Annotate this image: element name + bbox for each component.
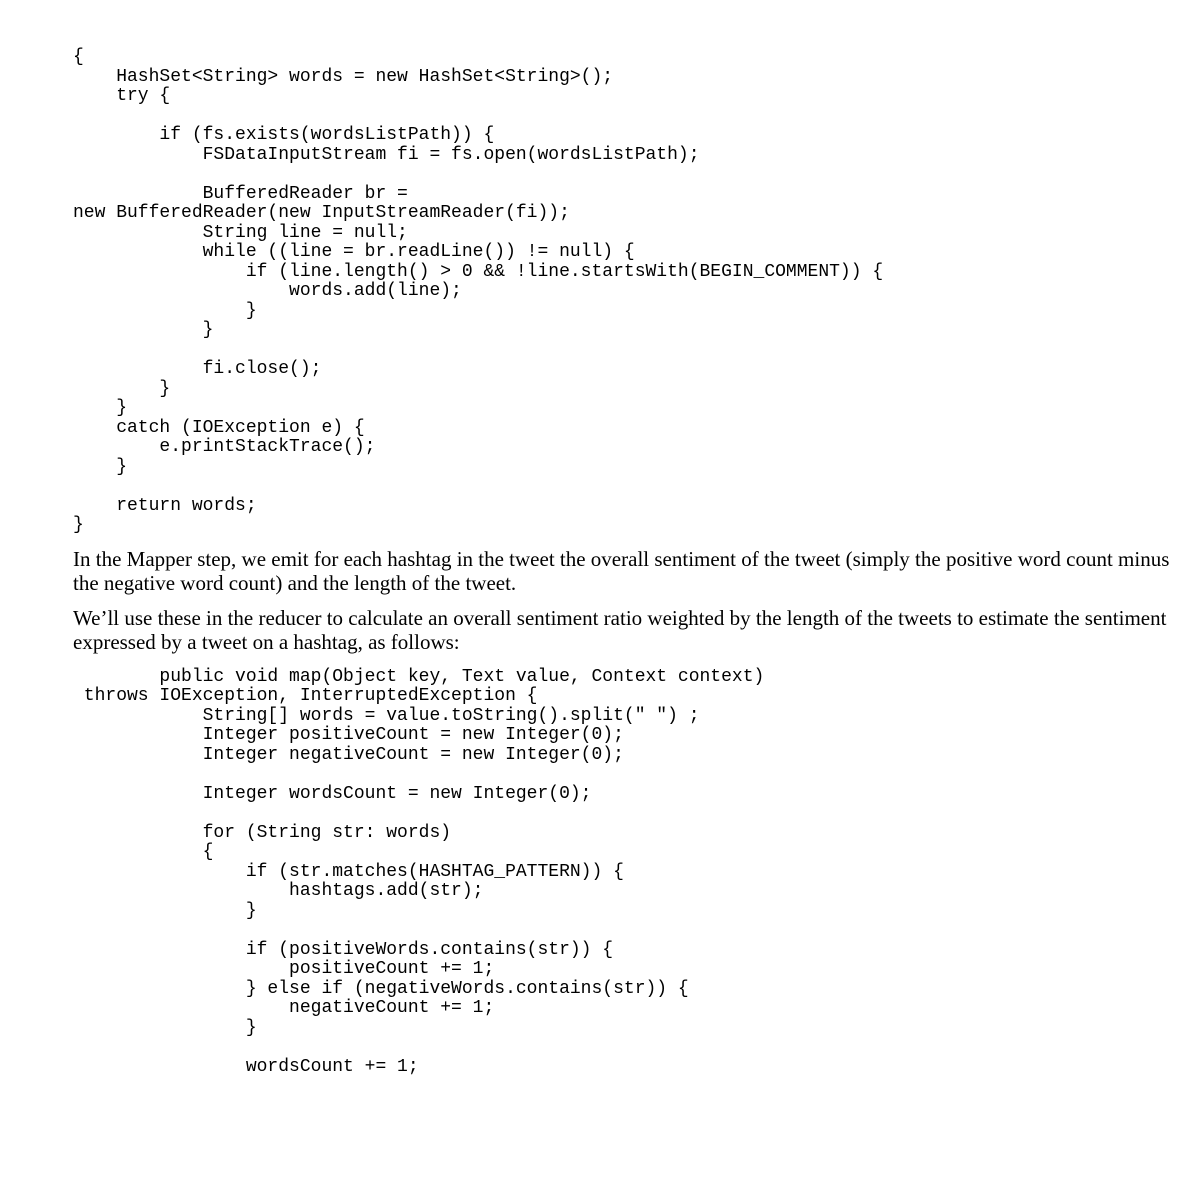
code-line (73, 477, 1183, 497)
code-line (73, 765, 1183, 785)
document-page (73, 48, 1183, 1077)
code-block-map-method (73, 668, 1183, 1078)
code-line (73, 1038, 1183, 1058)
code-line: FSDataInputStream fi = fs.open(wordsListPath); (73, 144, 700, 165)
code-line: hashtags.add(str); (73, 881, 484, 901)
code-line: catch (IOException e) { (73, 417, 365, 438)
code-line: HashSet<String> words = new HashSet<String>(); (73, 66, 614, 87)
code-line: Integer wordsCount = new Integer(0); (73, 783, 592, 804)
code-line: return words; (73, 495, 257, 516)
code-line: String[] words = value.toString().split(" ") ; (73, 705, 700, 726)
paragraph-reducer-note: We’ll use these in the reducer to calculate an overall sentiment ratio weighted by the length of the tweets to estimate the sentiment expressed by a tweet on a hashtag, as follows: (73, 605, 1167, 654)
code-line: try { (73, 86, 171, 106)
code-line: public void map(Object key, Text value, Context context) (73, 666, 765, 687)
code-line: if (str.matches(HASHTAG_PATTERN)) { (73, 861, 624, 882)
code-line: String line = null; (73, 222, 408, 243)
code-line: } (73, 456, 128, 477)
code-line: { (73, 842, 214, 862)
code-line: new BufferedReader(new InputStreamReader(fi)); (73, 203, 570, 223)
code-line: } (73, 300, 257, 321)
code-line: wordsCount += 1; (73, 1056, 419, 1077)
code-line: e.printStackTrace(); (73, 437, 376, 457)
code-line (73, 165, 1183, 185)
code-line (73, 341, 1183, 361)
code-line: { (73, 47, 84, 67)
code-line: throws IOException, InterruptedException { (73, 686, 538, 706)
code-line: } (73, 378, 171, 399)
code-line: Integer negativeCount = new Integer(0); (73, 744, 624, 765)
code-line: if (positiveWords.contains(str)) { (73, 939, 614, 960)
code-line: } (73, 1017, 257, 1038)
code-line (73, 804, 1183, 824)
code-line: positiveCount += 1; (73, 959, 495, 979)
code-line (73, 921, 1183, 941)
code-line (73, 107, 1183, 127)
code-line: } (73, 515, 84, 535)
code-line: while ((line = br.readLine()) != null) { (73, 242, 635, 262)
code-line: if (line.length() > 0 && !line.startsWith(BEGIN_COMMENT)) { (73, 261, 884, 282)
code-line: if (fs.exists(wordsListPath)) { (73, 125, 495, 145)
code-line: } (73, 900, 257, 921)
code-line: } (73, 320, 214, 340)
code-line: for (String str: words) (73, 822, 452, 843)
code-line: words.add(line); (73, 281, 462, 301)
code-line: Integer positiveCount = new Integer(0); (73, 725, 624, 745)
code-line: } (73, 398, 128, 418)
code-line: negativeCount += 1; (73, 998, 495, 1018)
code-line: BufferedReader br = (73, 183, 408, 204)
code-line: } else if (negativeWords.contains(str)) { (73, 978, 689, 999)
code-block-load-words (73, 48, 1183, 536)
paragraph-mapper-step: In the Mapper step, we emit for each hashtag in the tweet the overall sentiment of the tweet (simply the positive word count minus the negative word count) and the length of the tweet. (73, 546, 1170, 595)
code-line: fi.close(); (73, 359, 322, 379)
